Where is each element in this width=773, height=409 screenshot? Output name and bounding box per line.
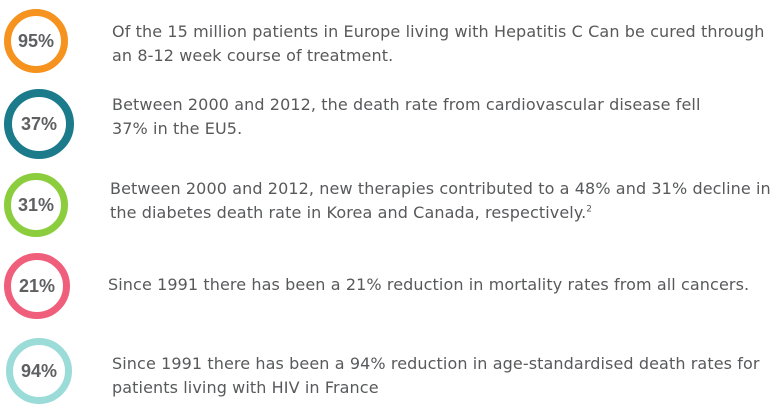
stat-row-cardiovascular bbox=[0, 80, 773, 165]
stat-value: 94% bbox=[20, 360, 58, 381]
stat-value: 95% bbox=[17, 30, 55, 51]
stat-ring-37 bbox=[4, 89, 74, 159]
stat-row-hepatitis-c bbox=[0, 0, 773, 80]
stat-row-cancers bbox=[0, 245, 773, 325]
stat-row-diabetes bbox=[0, 165, 773, 245]
stat-description: Since 1991 there has been a 21% reduction in mortality rates from all cancers. bbox=[108, 275, 750, 294]
stat-ring-31 bbox=[4, 173, 68, 237]
stat-ring-95 bbox=[4, 9, 68, 73]
stat-description: Since 1991 there has been a 94% reduction in age-standardised death rates for patients living with HIV in France bbox=[112, 354, 760, 397]
stat-value: 31% bbox=[17, 194, 55, 215]
stat-ring-94 bbox=[6, 338, 72, 404]
stat-value: 21% bbox=[18, 275, 56, 296]
stat-description: Of the 15 million patients in Europe living with Hepatitis C Can be cured through an 8-12 week course of treatment. bbox=[112, 22, 765, 65]
stat-row-hiv bbox=[0, 325, 773, 409]
stat-description: Between 2000 and 2012, the death rate from cardiovascular disease fell 37% in the EU5. bbox=[112, 95, 701, 138]
stat-description-text: Between 2000 and 2012, new therapies contributed to a 48% and 31% decline in the diabetes death rate in Korea and Canada, respectively. bbox=[110, 179, 771, 222]
stat-description bbox=[110, 177, 773, 225]
stat-value: 37% bbox=[20, 113, 58, 134]
stat-ring-21 bbox=[4, 253, 70, 319]
footnote-marker: 2 bbox=[586, 204, 593, 215]
